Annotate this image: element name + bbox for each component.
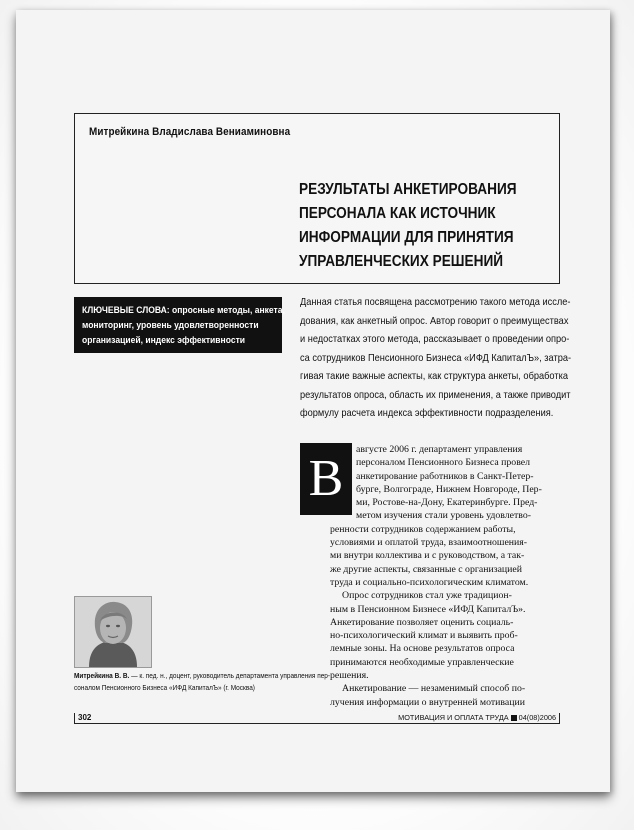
keywords-line: организацией, индекс эффективности (82, 335, 246, 346)
author-photo (74, 596, 152, 668)
body-line: лемные зоны. На основе результатов опроса (330, 643, 515, 655)
drop-cap: В (300, 443, 352, 515)
body-line: условиями и оплатой труда, взаимоотношения- (330, 537, 528, 549)
title-line: УПРАВЛЕНЧЕСКИХ РЕШЕНИЙ (299, 253, 504, 270)
abstract (300, 293, 570, 423)
title-line: РЕЗУЛЬТАТЫ АНКЕТИРОВАНИЯ (299, 181, 517, 198)
body-line: ми, Ростове-на-Дону, Екатеринбурге. Пред- (356, 497, 538, 509)
title-box (74, 113, 560, 284)
abstract-line: гивая такие важные аспекты, как структура анкеты, обработка (300, 370, 568, 382)
caption-line (74, 670, 362, 682)
body-line: персоналом Пенсионного Бизнеса провел (356, 457, 531, 469)
body-line: лучения информации о внутренней мотивации (330, 696, 525, 708)
abstract-line: формулу расчета индекса эффективности подразделения. (300, 407, 554, 419)
title-line: ПЕРСОНАЛА КАК ИСТОЧНИК (299, 205, 496, 222)
body-line: но-психологический климат и выявить проб- (330, 630, 518, 642)
caption-author: Митрейкина В. В. (74, 671, 130, 680)
issue-number: 04(08)2006 (518, 713, 556, 722)
body-line: принимаются необходимые управленческие (330, 656, 514, 668)
photo-caption (74, 670, 374, 693)
page-number: 302 (78, 713, 92, 722)
author-name: Митрейкина Владислава Вениаминовна (89, 126, 291, 138)
abstract-line: результатов опроса, область их применения, а также приводит (300, 388, 571, 401)
body-line: Анкетирование позволяет оценить социаль- (330, 616, 514, 628)
abstract-line: Данная статья посвящена рассмотрению такого метода иссле- (300, 296, 571, 308)
keywords-box (74, 297, 285, 353)
keywords-line: КЛЮЧЕВЫЕ СЛОВА: опросные методы, анкета, (82, 305, 285, 316)
body-line: Анкетирование — незаменимый способ по- (342, 683, 526, 695)
body-text (330, 443, 576, 709)
keywords-line: мониторинг, уровень удовлетворенности (82, 320, 259, 331)
article-title (299, 178, 528, 274)
body-line: труда и социально-психологическим климатом. (330, 576, 529, 588)
journal-name: МОТИВАЦИЯ И ОПЛАТА ТРУДА (398, 713, 509, 722)
body-line: Опрос сотрудников стал уже традицион- (342, 590, 512, 602)
body-line: бурге, Волгограде, Нижнем Новгороде, Пер- (356, 483, 542, 495)
body-line: решения. (330, 670, 369, 682)
abstract-line: дования, как анкетный опрос. Автор говорит о преимуществах (300, 314, 569, 327)
abstract-line: са сотрудников Пенсионного Бизнеса «ИФД КапиталЪ», затра- (300, 351, 572, 364)
caption-text: — к. пед. н., доцент, руководитель департамента управления пер- (129, 671, 331, 680)
body-line: ным в Пенсионном Бизнесе «ИФД КапиталЪ». (330, 603, 526, 615)
body-line: же другие аспекты, связанные с организацией (330, 563, 523, 575)
portrait-image (75, 597, 151, 667)
body-line: августе 2006 г. департамент управления (356, 444, 523, 455)
abstract-line: и недостатках этого метода, рассказывает о проведении опро- (300, 333, 570, 345)
journal-info (398, 713, 556, 722)
body-line: ми внутри коллектива и с руководством, а так- (330, 550, 525, 562)
magazine-page (16, 10, 610, 792)
body-line: метом изучения стали уровень удовлетво- (356, 510, 532, 522)
title-line: ИНФОРМАЦИИ ДЛЯ ПРИНЯТИЯ (299, 229, 514, 246)
body-line: анкетирование работников в Санкт-Петер- (356, 470, 534, 482)
square-bullet-icon (511, 715, 517, 721)
caption-line: соналом Пенсионного Бизнеса «ИФД КапиталЪ» (г. Москва) (74, 682, 255, 692)
body-line: ренности сотрудников содержанием работы, (330, 523, 516, 535)
